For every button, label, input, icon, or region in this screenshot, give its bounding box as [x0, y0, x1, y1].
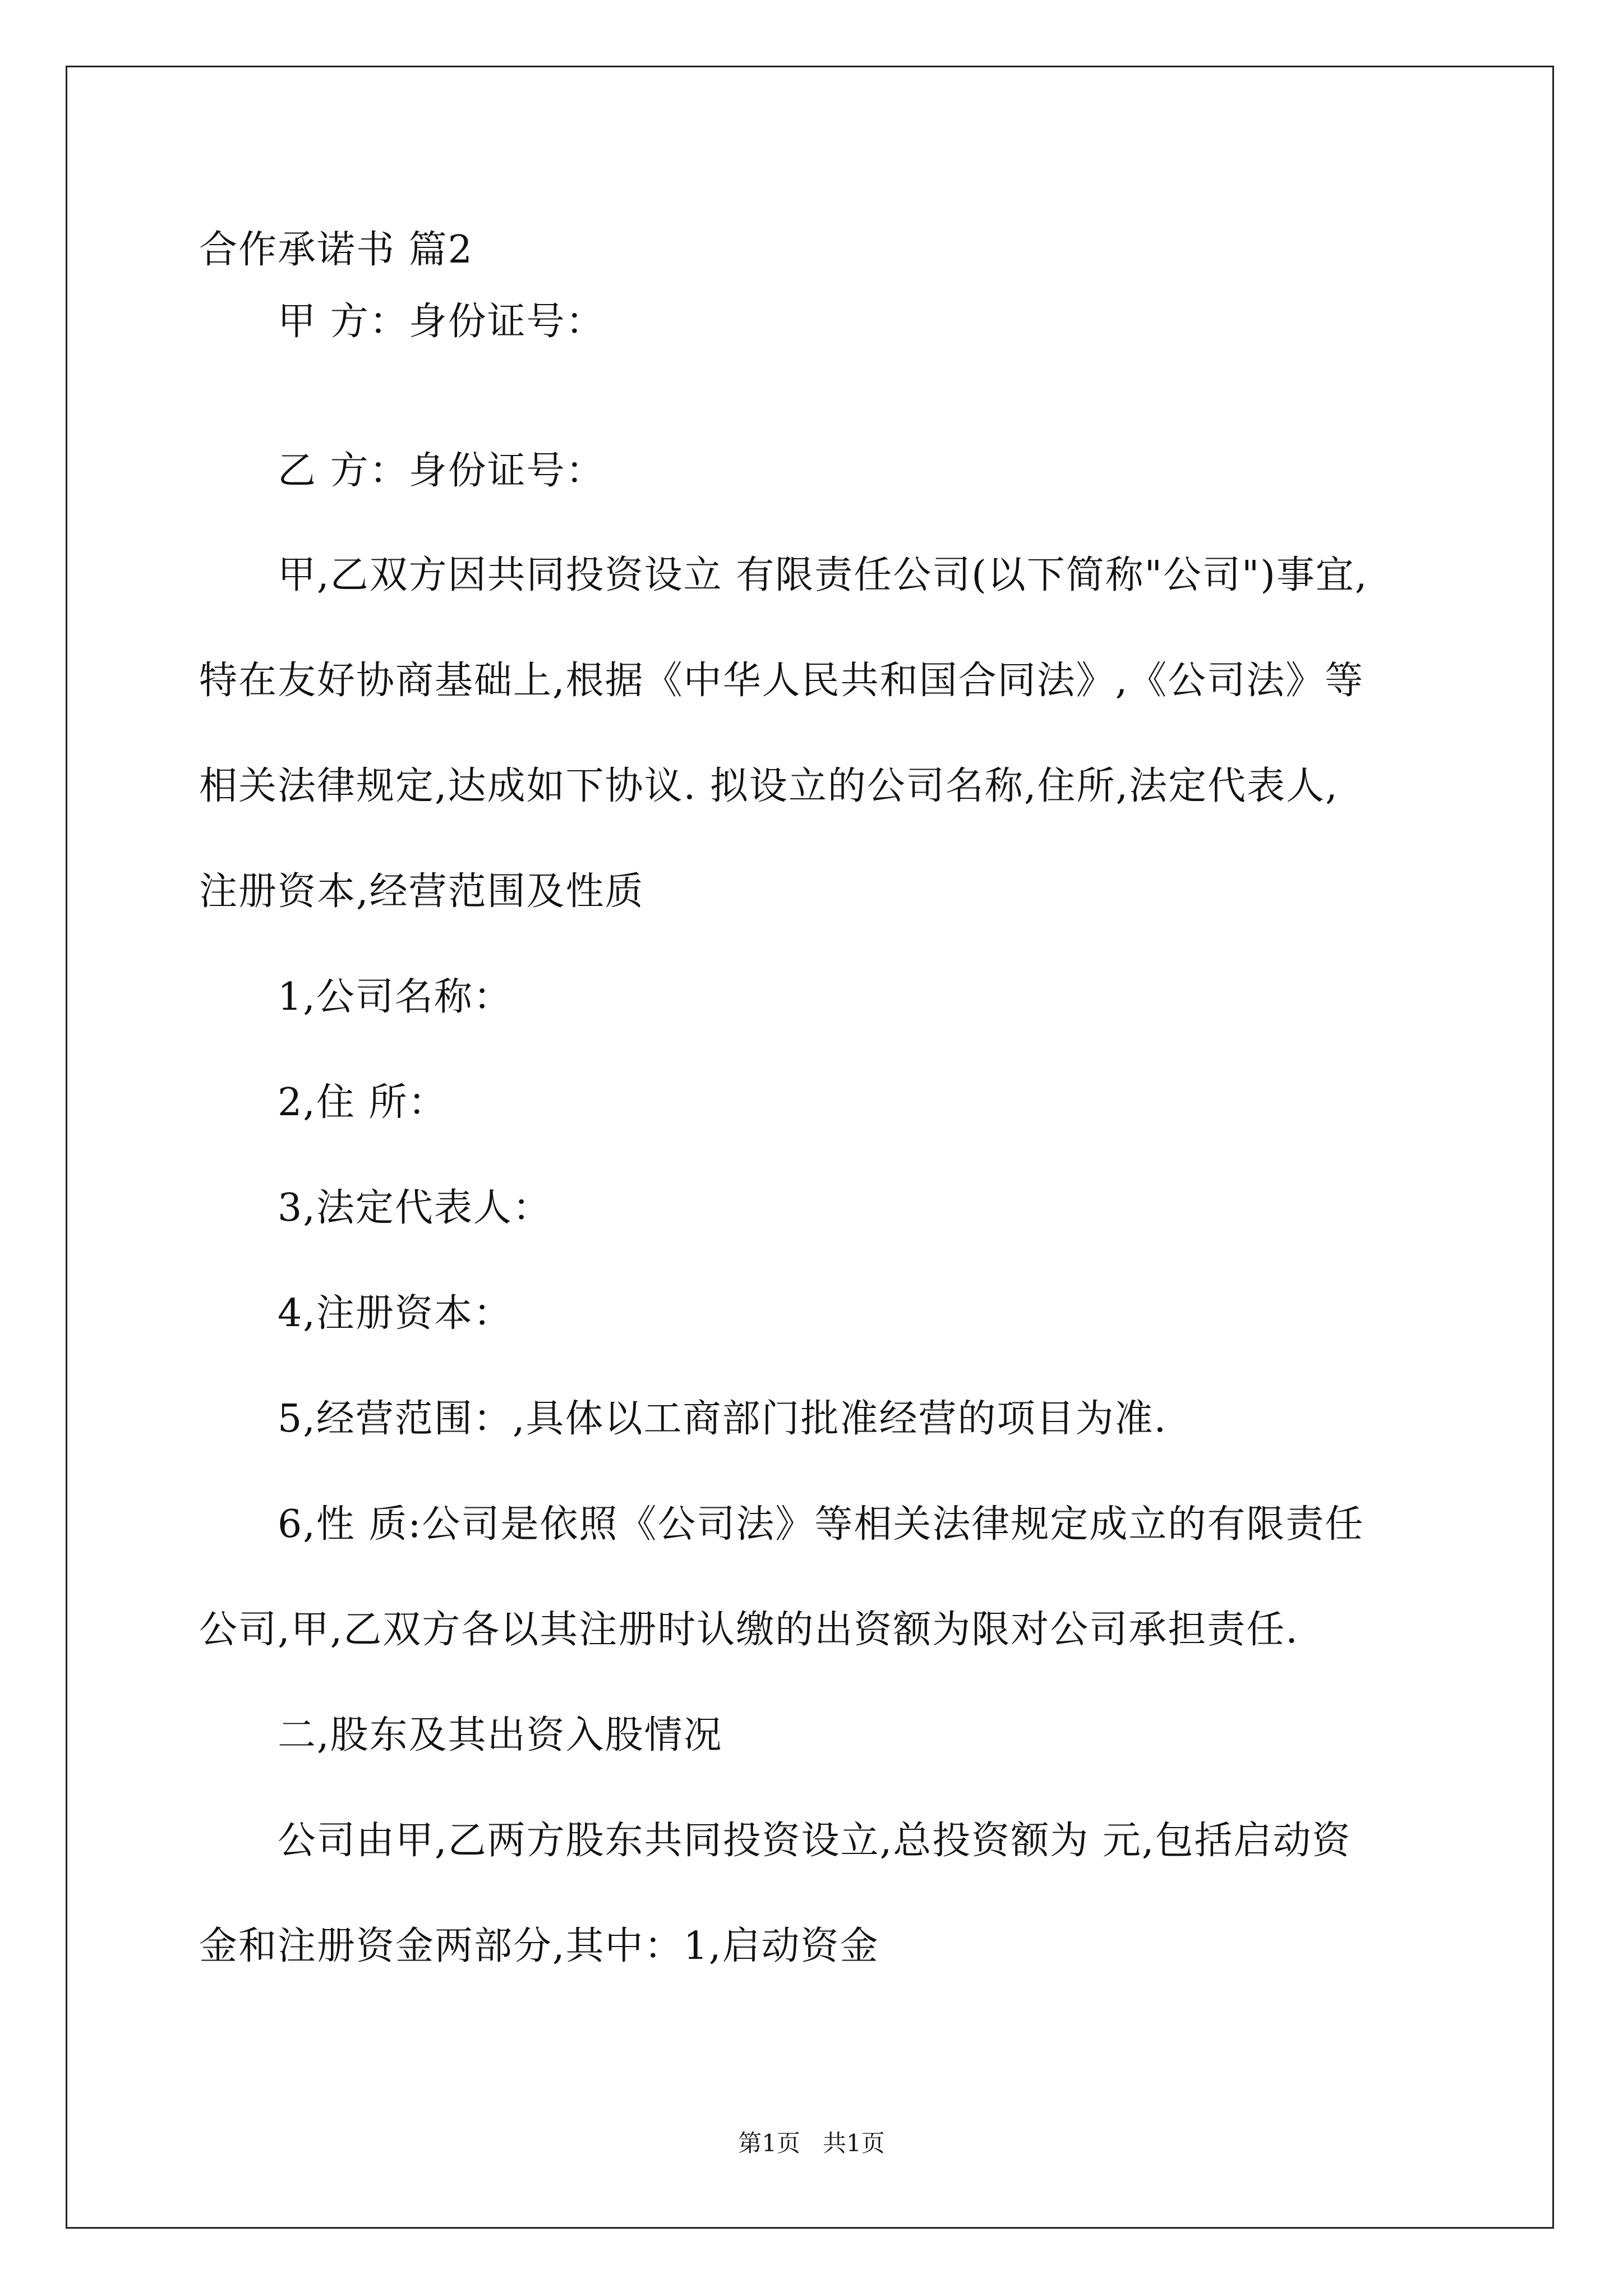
party-b-line: 乙 方：身份证号：	[278, 449, 605, 493]
list-item: 3,法定代表人：	[278, 1186, 552, 1230]
document-title: 合作承诺书 篇2	[199, 228, 473, 272]
paragraph-line: 注册资本,经营范围及性质	[199, 869, 644, 914]
list-item: 6,性 质:公司是依照《公司法》等相关法律规定成立的有限责任	[278, 1502, 1364, 1547]
paragraph-line: 特在友好协商基础上,根据《中华人民共和国合同法》,《公司法》等	[199, 659, 1364, 703]
page-footer: 第1页 共1页	[738, 2129, 885, 2157]
list-item: 4,注册资本：	[278, 1291, 513, 1336]
list-item: 5,经营范围：,具体以工商部门批准经营的项目为准.	[278, 1397, 1168, 1441]
list-item: 2,住 所：	[278, 1080, 448, 1125]
paragraph-line: 公司由甲,乙两方股东共同投资设立,总投资额为 元,包括启动资	[278, 1819, 1352, 1863]
section-heading: 二,股东及其出资入股情况	[278, 1713, 723, 1757]
paragraph-line: 公司,甲,乙双方各以其注册时认缴的出资额为限对公司承担责任.	[199, 1608, 1299, 1652]
paragraph-line: 甲,乙双方因共同投资设立 有限责任公司(以下简称"公司")事宜,	[278, 553, 1368, 597]
list-item: 1,公司名称：	[278, 975, 513, 1019]
page-border	[66, 66, 1554, 2229]
party-a-line: 甲 方：身份证号：	[278, 300, 605, 344]
paragraph-line: 相关法律规定,达成如下协议. 拟设立的公司名称,住所,法定代表人,	[199, 764, 1339, 808]
paragraph-line: 金和注册资金两部分,其中：1,启动资金	[199, 1924, 879, 1968]
